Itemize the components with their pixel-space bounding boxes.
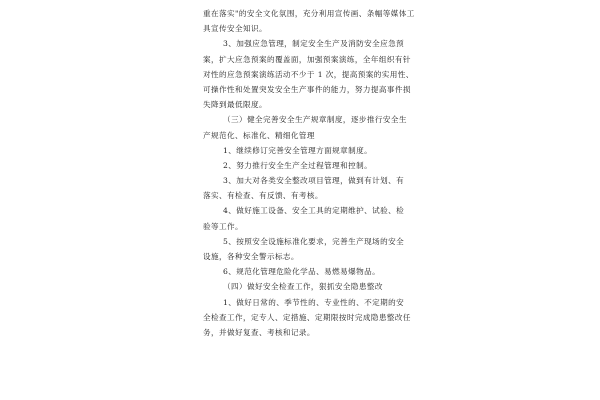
text-line: 务，并做好复查、考核和记录。 [203,327,315,337]
text-line: 6、规范化管理危险化学品、易燃易爆物品。 [223,267,381,277]
text-line: （四）做好安全检查工作，狠抓安全隐患整改 [223,282,383,292]
text-line: 5、按照安全设施标准化要求，完善生产现场的安全 [223,236,405,246]
text-line: 重在落实"的安全文化氛围，充分利用宣传画、条幅等媒体工 [203,9,415,18]
text-line: 2、努力推行安全生产全过程管理和控制。 [223,160,373,170]
text-line: 对性的应急预案演练活动不少于 1 次，提高预案的实用性、 [203,69,414,79]
text-line: 全检查工作，定专人、定措施、定期限按时完成隐患整改任 [203,312,411,322]
text-line: 3、加大对各类安全整改项目管理，做到有计划、有 [223,176,405,186]
text-line: 验等工作。 [203,221,243,231]
text-line: 产规范化、标准化、精细化管理 [203,130,315,140]
text-line: 1、做好日常的、季节性的、专业性的、不定期的安 [223,297,405,307]
text-line: 落实、有检查、有反馈、有考核。 [203,191,323,201]
text-line: 可操作性和处置突发安全生产事件的能力，努力提高事件损 [203,84,411,94]
text-line: 失降到最低限度。 [203,100,267,110]
text-line: 4、做好施工设备、安全工具的定期维护、试验、检 [223,206,405,216]
text-line: 案，扩大应急预案的覆盖面，加强预案演练，全年组织有针 [203,54,411,64]
text-line: 3、加强应急管理，制定安全生产及消防安全应急预 [223,39,405,49]
text-line: 具宣传安全知识。 [203,24,267,34]
text-line: （三）健全完善安全生产规章制度，逐步推行安全生 [223,115,407,125]
document-body [203,6,415,340]
text-line: 1、继续修订完善安全管理方面规章制度。 [223,145,373,155]
text-line: 设施，各种安全警示标志。 [203,252,299,261]
